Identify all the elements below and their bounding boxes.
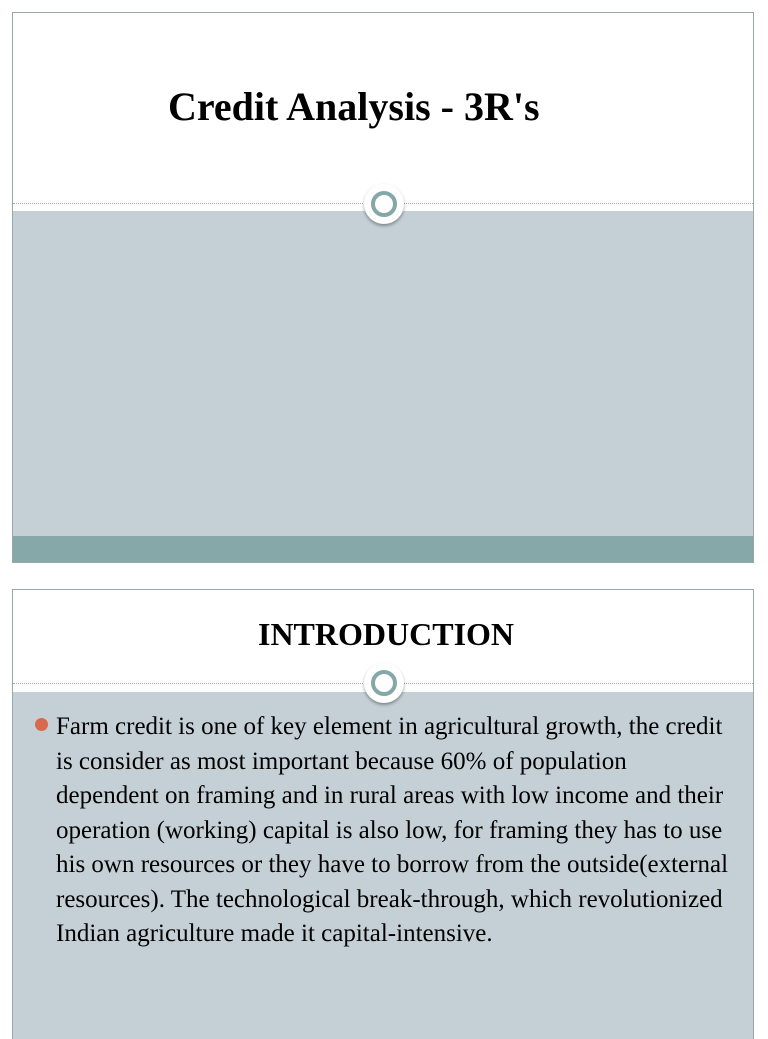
title-area — [13, 13, 753, 203]
slide-title: INTRODUCTION — [257, 616, 515, 652]
introduction-slide — [12, 589, 754, 1039]
circle-ring-icon — [364, 184, 404, 224]
bullet-text: Farm credit is one of key element in agricultural growth, the credit is consider as most important because 60% of population dependent on framing and in rural areas with low income and their operation (working) capital is also low, for framing they has to use his own resources or they have to borrow from the outside(external resources). The technological break-through, which revolutionized Indian agriculture made it capital-intensive. — [56, 713, 729, 947]
slide-body — [13, 211, 753, 536]
bullet-dot-icon — [35, 718, 48, 731]
bullet-item — [35, 710, 735, 952]
slide-title: Credit Analysis - 3R's — [168, 84, 540, 129]
circle-ring-icon — [364, 663, 404, 703]
title-slide — [12, 12, 754, 563]
footer-band — [13, 536, 753, 563]
